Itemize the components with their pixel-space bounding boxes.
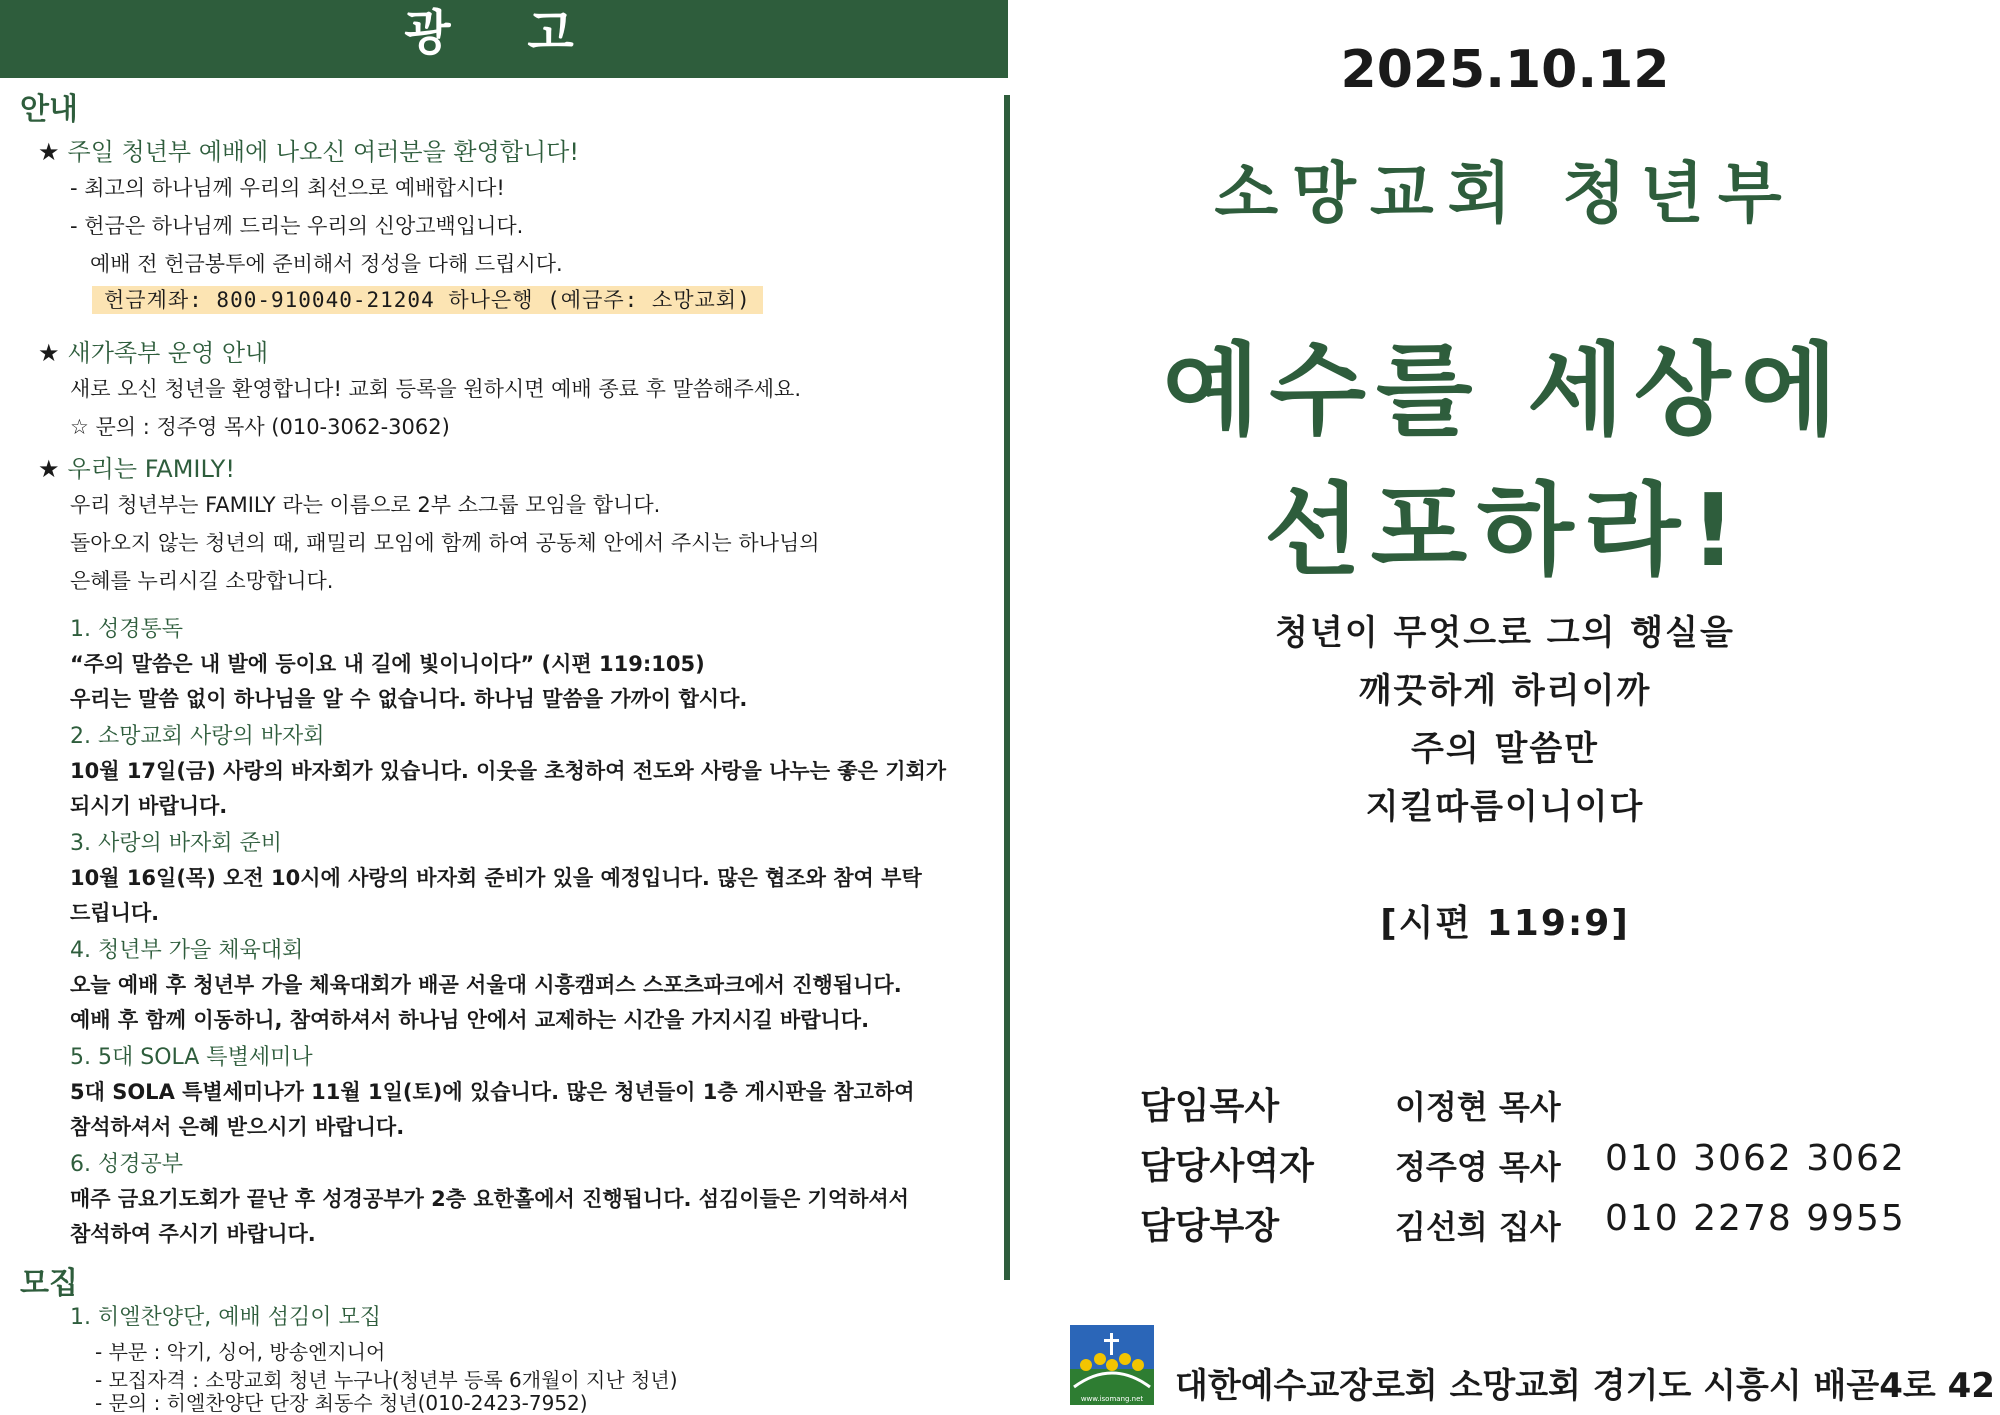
recruit-line: - 모집자격 : 소망교회 청년 누구나(청년부 등록 6개월이 지난 청년)	[95, 1368, 678, 1392]
verse-line: 깨끗하게 하리이까	[1358, 671, 1652, 711]
item-line: 10월 17일(금) 사랑의 바자회가 있습니다. 이웃을 초청하여 전도와 사랑을 나누는 좋은 기회가	[70, 759, 947, 783]
notice3-line: 은혜를 누리시길 소망합니다.	[70, 569, 334, 593]
church-logo	[1070, 1325, 1154, 1405]
recruit-title: 1. 히엘찬양단, 예배 섬김이 모집	[70, 1305, 381, 1330]
verse-line: 청년이 무엇으로 그의 행실을	[1275, 613, 1735, 653]
staff-role: 담당사역자	[1140, 1146, 1314, 1187]
item-line: 5대 SOLA 특별세미나가 11월 1일(토)에 있습니다. 많은 청년들이 1층 게시판을 참고하여	[70, 1080, 915, 1104]
star-icon: ★	[38, 339, 60, 367]
church-address: 대한예수교장로회 소망교회 경기도 시흥시 배곧4로 42	[1175, 1366, 1995, 1406]
notice3-line: 우리 청년부는 FAMILY 라는 이름으로 2부 소그룹 모임을 합니다.	[70, 493, 661, 517]
recruit-line: - 문의 : 히엘찬양단 단장 최동수 청년(010-2423-7952)	[95, 1391, 588, 1415]
staff-phone: 010 3062 3062	[1605, 1138, 1906, 1179]
item-line: 오늘 예배 후 청년부 가을 체육대회가 배곧 서울대 시흥캠퍼스 스포츠파크에서 진행됩니다.	[70, 973, 902, 997]
item-line: 참석하여 주시기 바랍니다.	[70, 1222, 316, 1246]
item-title: 5. 5대 SOLA 특별세미나	[70, 1045, 313, 1070]
item-line: “주의 말씀은 내 발에 등이요 내 길에 빛이니이다” (시편 119:105)	[70, 652, 705, 676]
star-icon: ★	[38, 138, 60, 166]
item-title: 4. 청년부 가을 체육대회	[70, 938, 304, 963]
item-line: 예배 후 함께 이동하니, 참여하셔서 하나님 안에서 교제하는 시간을 가지시길 바랍니다.	[70, 1008, 870, 1032]
headline-line-1: 예수를 세상에	[1162, 332, 1848, 449]
item-line: 드립니다.	[70, 901, 160, 925]
staff-name: 정주영 목사	[1395, 1148, 1561, 1186]
item-title: 6. 성경공부	[70, 1152, 183, 1177]
star-icon: ★	[38, 455, 60, 483]
notice1-line: - 최고의 하나님께 우리의 최선으로 예배합시다!	[70, 176, 505, 200]
item-title: 3. 사랑의 바자회 준비	[70, 831, 282, 856]
item-line: 우리는 말씀 없이 하나님을 알 수 없습니다. 하나님 말씀을 가까이 합시다.	[70, 687, 748, 711]
notice3-line: 돌아오지 않는 청년의 때, 패밀리 모임에 함께 하여 공동체 안에서 주시는 하나님의	[70, 531, 820, 555]
verse-line: 주의 말씀만	[1410, 729, 1600, 769]
verse-reference: [시편 119:9]	[1380, 903, 1630, 944]
verse-line: 지킬따름이니이다	[1365, 787, 1645, 827]
offering-account: 헌금계좌: 800-910040-21204 하나은행 (예금주: 소망교회)	[92, 284, 763, 314]
notice2-title: ★ 새가족부 운영 안내	[38, 339, 269, 367]
staff-name: 김선희 집사	[1395, 1208, 1561, 1246]
cover-page	[1010, 0, 2000, 1414]
item-title: 1. 성경통독	[70, 617, 183, 642]
item-line: 매주 금요기도회가 끝난 후 성경공부가 2층 요한홀에서 진행됩니다. 섬김이들은 기억하셔서	[70, 1187, 909, 1211]
notice1-line: - 헌금은 하나님께 드리는 우리의 신앙고백입니다.	[70, 214, 524, 238]
bulletin-date: 2025.10.12	[1340, 40, 1670, 100]
notice2-line: 새로 오신 청년을 환영합니다! 교회 등록을 원하시면 예배 종료 후 말씀해주세요.	[70, 377, 801, 401]
recruit-line: - 부문 : 악기, 싱어, 방송엔지니어	[95, 1340, 386, 1364]
announcements-banner: 광 고	[0, 0, 1008, 78]
headline-line-2: 선포하라!	[1263, 472, 1746, 589]
item-line: 되시기 바랍니다.	[70, 794, 228, 818]
logo-url: www.isomang.net	[1080, 1395, 1144, 1403]
staff-role: 담임목사	[1140, 1086, 1280, 1127]
item-line: 참석하셔서 은혜 받으시기 바랍니다.	[70, 1115, 405, 1139]
item-title: 2. 소망교회 사랑의 바자회	[70, 724, 325, 749]
staff-phone: 010 2278 9955	[1605, 1198, 1906, 1239]
notice1-line: 예배 전 헌금봉투에 준비해서 정성을 다해 드립시다.	[90, 252, 563, 276]
staff-role: 담당부장	[1140, 1206, 1280, 1247]
notice2-line: ☆ 문의 : 정주영 목사 (010-3062-3062)	[70, 415, 450, 439]
notice1-title: ★ 주일 청년부 예배에 나오신 여러분을 환영합니다!	[38, 138, 579, 166]
notice3-title: ★ 우리는 FAMILY!	[38, 455, 235, 483]
notice-heading: 안내	[20, 92, 78, 127]
church-name: 소망교회 청년부	[1214, 155, 1796, 232]
staff-name: 이정현 목사	[1395, 1088, 1561, 1126]
item-line: 10월 16일(목) 오전 10시에 사랑의 바자회 준비가 있을 예정입니다. 많은 협조와 참여 부탁	[70, 866, 922, 890]
recruit-heading: 모집	[20, 1266, 78, 1301]
